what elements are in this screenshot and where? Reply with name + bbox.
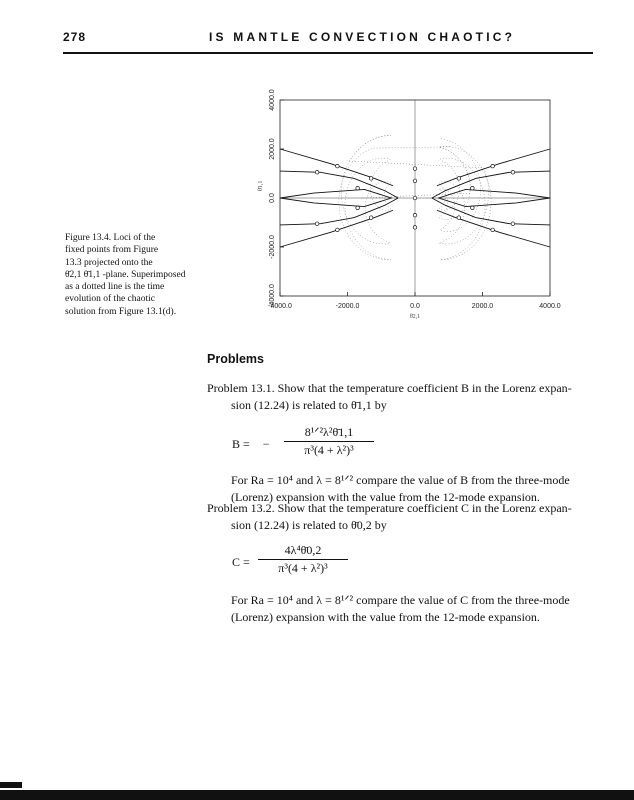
y-tick-label: 0.0 <box>269 193 276 203</box>
fixed-point-marker <box>491 228 495 232</box>
figure-13-4 <box>250 88 580 333</box>
fixed-point-marker <box>413 196 417 200</box>
fixed-point-marker <box>457 216 461 220</box>
problem-line: Problem 13.1. Show that the temperature coefficient B in the Lorenz expan- <box>207 381 572 395</box>
problem-line: Problem 13.2. Show that the temperature coefficient C in the Lorenz expan- <box>207 501 572 515</box>
problem-line: sion (12.24) is related to θ̄1,1 by <box>231 398 387 412</box>
problem-line: For Ra = 10⁴ and λ = 8¹ᐟ² compare the value of C from the three-mode <box>231 593 570 607</box>
equation-numerator: 4λ⁴θ̄0,2 <box>284 543 322 557</box>
equation-lhs: C = <box>232 555 250 569</box>
x-tick-label: 2000.0 <box>471 303 494 310</box>
fixed-point-marker <box>315 170 319 174</box>
problem-13-2 <box>207 500 599 534</box>
equation-denominator: π³(4 + λ²)³ <box>304 443 354 457</box>
fixed-point-marker <box>336 228 340 232</box>
caption-line: as a dotted line is the time <box>65 282 165 293</box>
fixed-point-marker <box>511 222 515 226</box>
problem-line: For Ra = 10⁴ and λ = 8¹ᐟ² compare the value of B from the three-mode <box>231 473 570 487</box>
caption-line: Figure 13.4. Loci of the <box>65 233 156 243</box>
caption-line: θ̄2,1 θ̄1,1 -plane. Superimposed <box>65 269 186 280</box>
caption-line: evolution of the chaotic <box>65 294 155 305</box>
problem-13-1 <box>207 380 599 414</box>
locus-curve <box>432 171 550 198</box>
equation-sign: − <box>262 437 270 451</box>
problem-line: sion (12.24) is related to θ̄0,2 by <box>231 518 387 532</box>
fixed-point-marker <box>356 186 360 190</box>
scan-edge-bar <box>0 790 634 800</box>
fixed-point-marker <box>413 167 417 171</box>
fixed-point-marker <box>369 177 373 181</box>
page-header <box>63 30 589 48</box>
fixed-point-marker <box>471 186 475 190</box>
x-axis-label: θ̄2,1 <box>409 314 421 320</box>
equation-numerator: 8¹ᐟ²λ²θ̄1,1 <box>304 425 354 439</box>
equation-denominator: π³(4 + λ²)³ <box>278 561 328 575</box>
x-tick-label: -2000.0 <box>335 303 360 310</box>
fixed-point-marker <box>457 177 461 181</box>
fixed-point-marker <box>471 206 475 210</box>
x-tick-label: -4000.0 <box>268 303 292 310</box>
fixed-point-marker <box>511 170 515 174</box>
fixed-point-plot <box>250 88 580 328</box>
running-head: IS MANTLE CONVECTION CHAOTIC? <box>209 30 516 44</box>
fixed-point-marker <box>491 164 495 168</box>
scan-edge-mark <box>0 782 22 788</box>
y-tick-label: -2000.0 <box>269 235 276 259</box>
fixed-point-marker <box>413 213 417 217</box>
fixed-point-marker <box>356 206 360 210</box>
fixed-point-marker <box>369 216 373 220</box>
x-tick-label: 0.0 <box>410 303 420 310</box>
x-tick-label: 4000.0 <box>539 303 561 310</box>
y-tick-label: -4000.0 <box>269 284 276 308</box>
y-axis-label: θ̄1,1 <box>258 180 264 191</box>
header-rule <box>63 52 593 54</box>
section-title: Problems <box>207 352 264 366</box>
problem-line: (Lorenz) expansion with the value from the 12-mode expansion. <box>231 490 540 504</box>
fixed-point-marker <box>336 164 340 168</box>
y-tick-label: 4000.0 <box>269 89 276 111</box>
problem-line: (Lorenz) expansion with the value from the 12-mode expansion. <box>231 610 540 624</box>
caption-line: 13.3 projected onto the <box>65 257 153 268</box>
caption-line: solution from Figure 13.1(d). <box>65 306 177 317</box>
figure-caption <box>65 232 205 318</box>
y-tick-label: 2000.0 <box>269 138 276 160</box>
fixed-point-marker <box>315 222 319 226</box>
equation-lhs: B = <box>232 437 250 451</box>
fixed-point-marker <box>413 226 417 230</box>
fraction-bar <box>258 559 348 560</box>
page-number: 278 <box>63 30 87 44</box>
fixed-point-marker <box>413 179 417 183</box>
caption-line: fixed points from Figure <box>65 245 159 256</box>
problem-13-2-followup <box>207 592 599 626</box>
fraction-bar <box>284 441 374 442</box>
locus-curve <box>280 171 398 198</box>
